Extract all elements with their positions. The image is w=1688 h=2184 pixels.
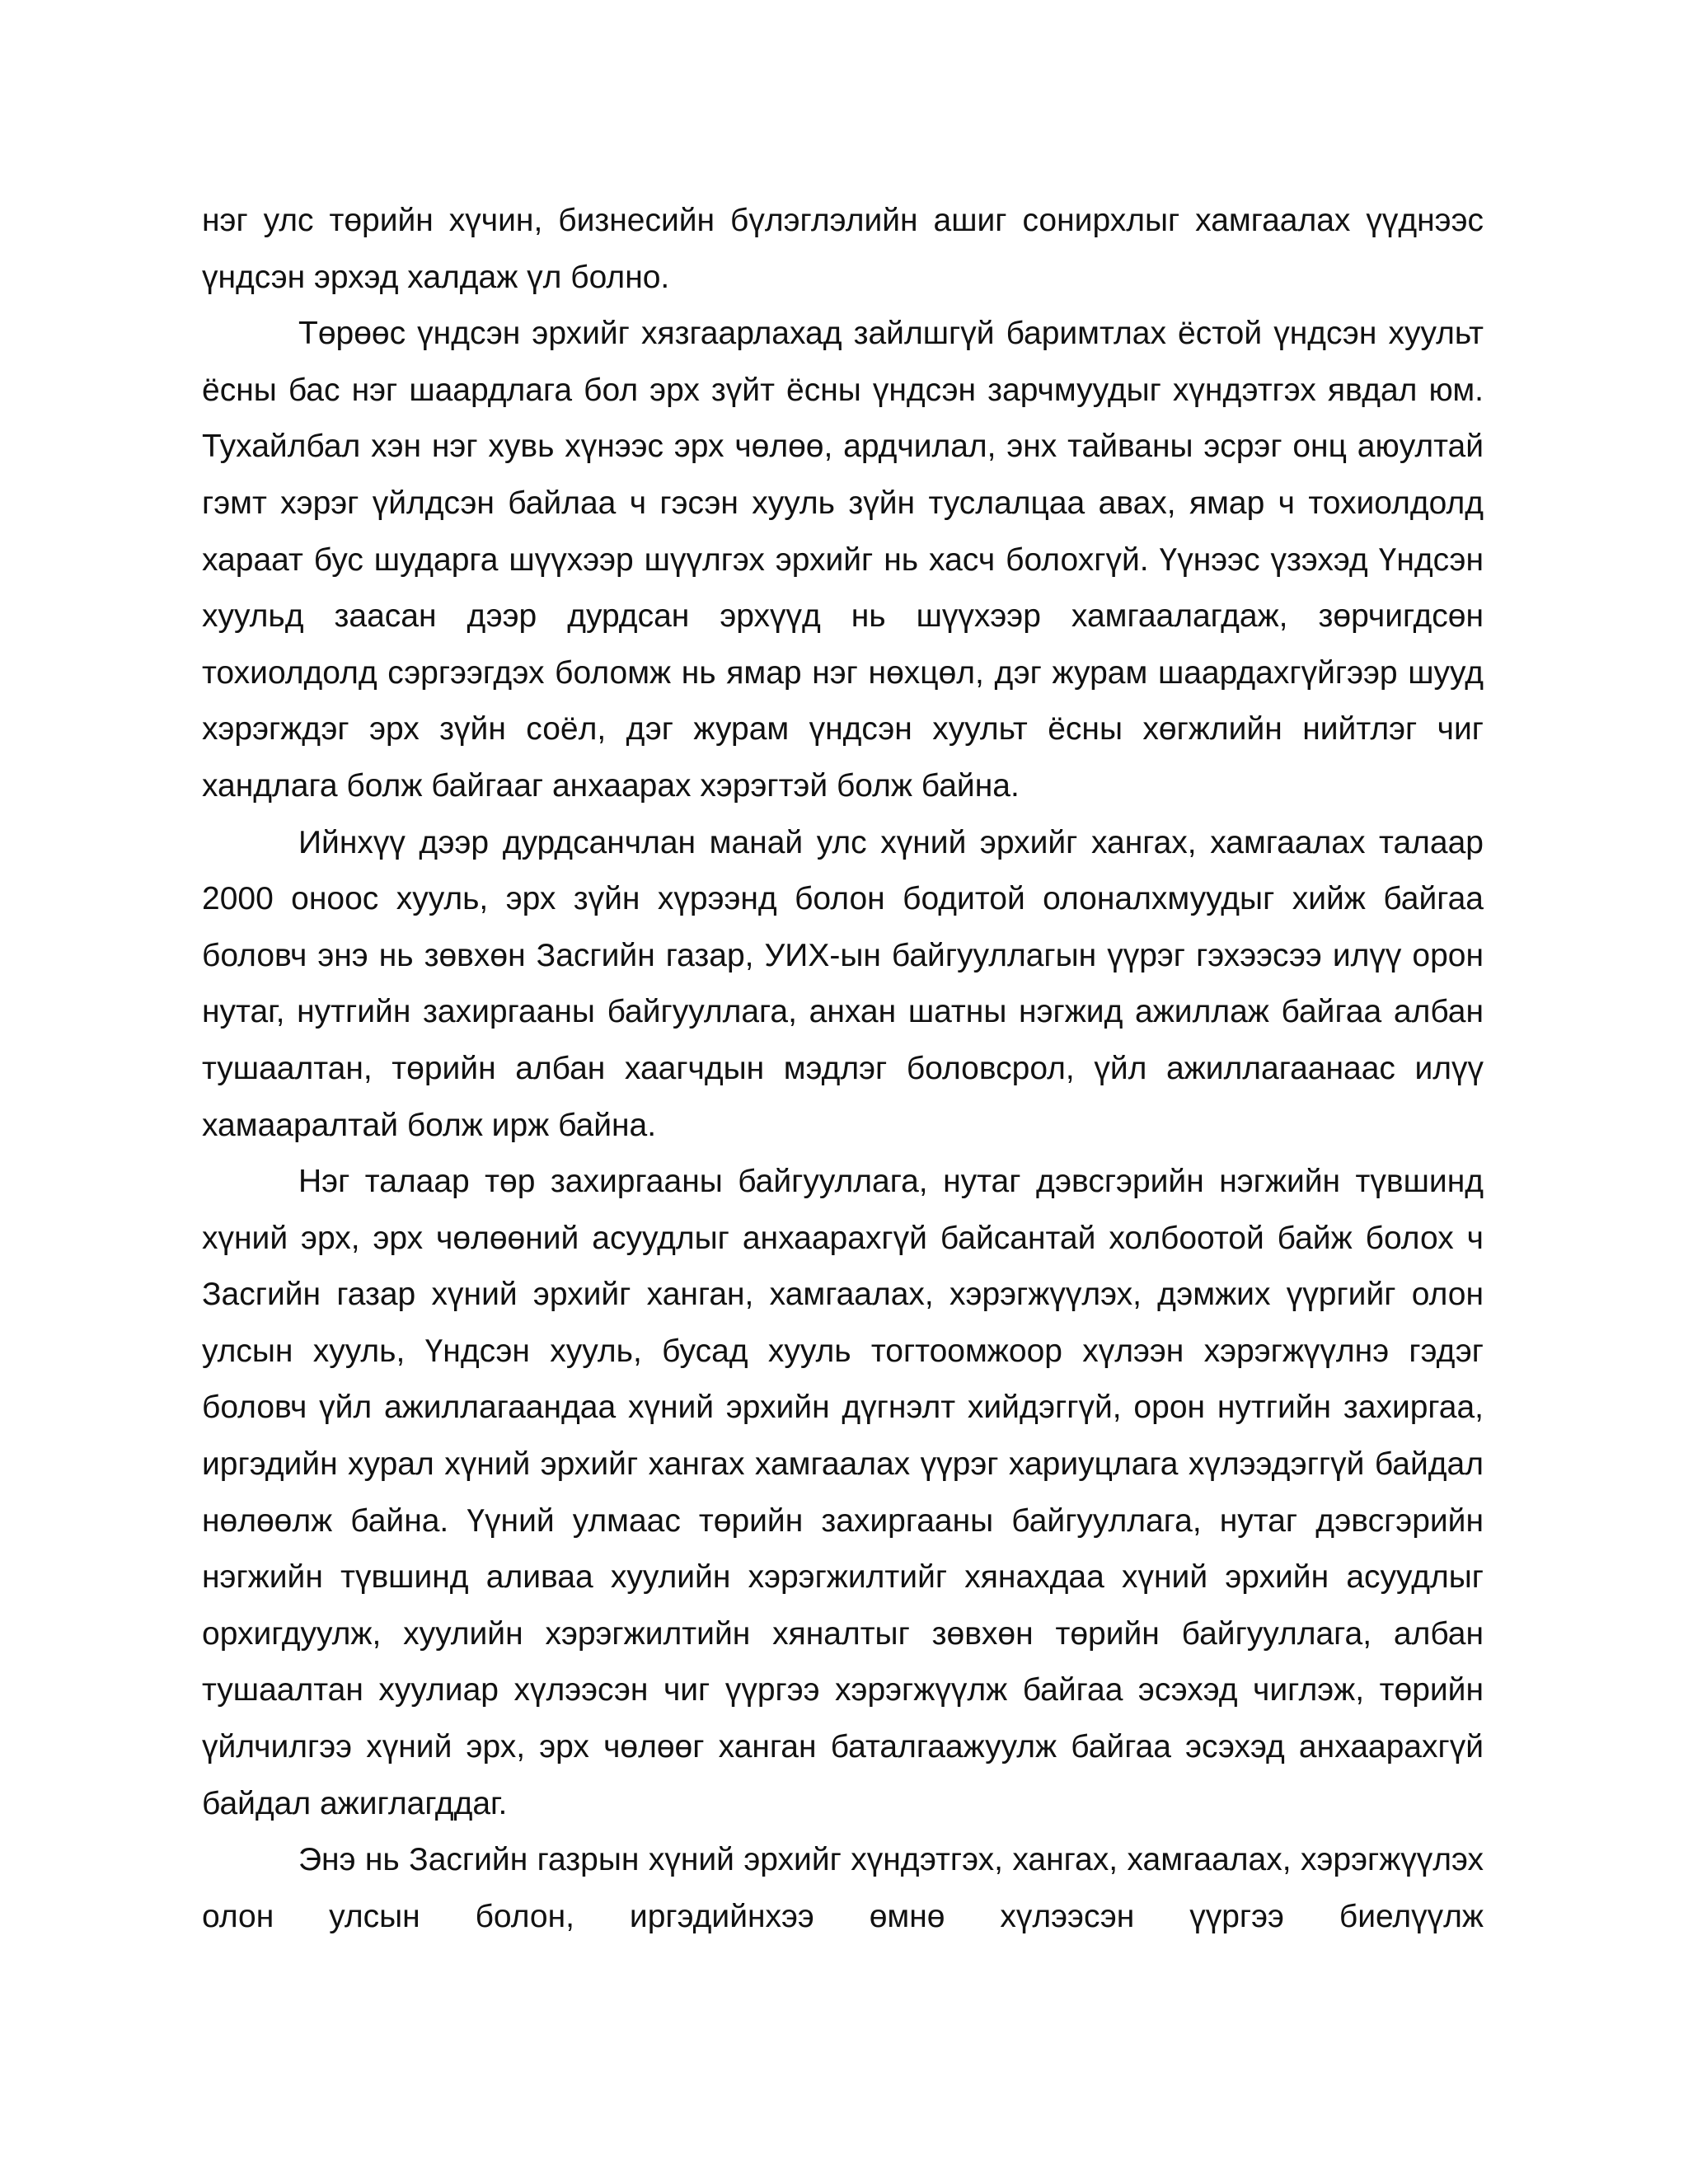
paragraph-fundamental-rights: Төрөөс үндсэн эрхийг хязгаарлахад зайлшгүй баримтлах ёстой үндсэн хуульт ёсны бас нэг шаардлага бол эрх зүйт ёсны үндсэн зарчмуудыг хүндэтгэх явдал юм. Тухайлбал хэн нэг хувь хүнээс эрх чөлөө, ардчилал, энх тайваны эсрэг онц аюултай гэмт хэрэг үйлдсэн байлаа ч гэсэн хууль зүйн туслалцаа авах, ямар ч тохиолдолд хараат бус шударга шүүхээр шүүлгэх эрхийг нь хасч болохгүй. Үүнээс үзэхэд Үндсэн хуульд заасан дээр дурдсан эрхүүд нь шүүхээр хамгаалагдаж, зөрчигдсөн тохиолдолд сэргээгдэх боломж нь ямар нэг нөхцөл, дэг журам шаардахгүйгээр шууд хэрэгждэг эрх зүйн соёл, дэг журам үндсэн хуульт ёсны хөгжлийн нийтлэг чиг хандлага болж байгааг анхаарах хэрэгтэй болж байна.	[202, 316, 1484, 804]
paragraph-human-rights-since-2000: Ийнхүү дээр дурдсанчлан манай улс хүний эрхийг хангах, хамгаалах талаар 2000 оноос хууль, эрх зүйн хүрээнд болон бодитой олоналхмуудыг хийж байгаа боловч энэ нь зөвхөн Засгийн газар, УИХ-ын байгууллагын үүрэг гэхээсээ илүү орон нутаг, нутгийн захиргааны байгууллага, анхан шатны нэгжид ажиллаж байгаа албан тушаалтан, төрийн албан хаагчдын мэдлэг боловсрол, үйл ажиллагаанаас илүү хамааралтай болж ирж байна.	[202, 824, 1484, 1143]
document-body	[202, 193, 1484, 1945]
paragraph-continuation: нэг улс төрийн хүчин, бизнесийн бүлэглэлийн ашиг сонирхлыг хамгаалах үүднээс үндсэн эрхэд халдаж үл болно.	[202, 203, 1484, 295]
paragraph-administrative-bodies: Нэг талаар төр захиргааны байгууллага, нутаг дэвсгэрийн нэгжийн түвшинд хүний эрх, эрх чөлөөний асуудлыг анхаарахгүй байсантай холбоотой байж болох ч Засгийн газар хүний эрхийг ханган, хамгаалах, хэрэгжүүлэх, дэмжих үүргийг олон улсын хууль, Үндсэн хууль, бусад хууль тогтоомжоор хүлээн хэрэгжүүлнэ гэдэг боловч үйл ажиллагаандаа хүний эрхийн дүгнэлт хийдэггүй, орон нутгийн захиргаа, иргэдийн хурал хүний эрхийг хангах хамгаалах үүрэг хариуцлага хүлээдэггүй байдал нөлөөлж байна. Үүний улмаас төрийн захиргааны байгууллага, нутаг дэвсгэрийн нэгжийн түвшинд аливаа хуулийн хэрэгжилтийг хянахдаа хүний эрхийн асуудлыг орхигдуулж, хуулийн хэрэгжилтийн хяналтыг зөвхөн төрийн байгууллага, албан тушаалтан хуулиар хүлээсэн чиг үүргээ хэрэгжүүлж байгаа эсэхэд чиглэж, төрийн үйлчилгээ хүний эрх, эрх чөлөөг ханган баталгаажуулж байгаа эсэхэд анхаарахгүй байдал ажиглагддаг.	[202, 1164, 1484, 1821]
paragraph-government-obligations: Энэ нь Засгийн газрын хүний эрхийг хүндэтгэх, хангах, хамгаалах, хэрэгжүүлэх олон улсын болон, иргэдийнхээ өмнө хүлээсэн үүргээ биелүүлж	[202, 1842, 1484, 1934]
